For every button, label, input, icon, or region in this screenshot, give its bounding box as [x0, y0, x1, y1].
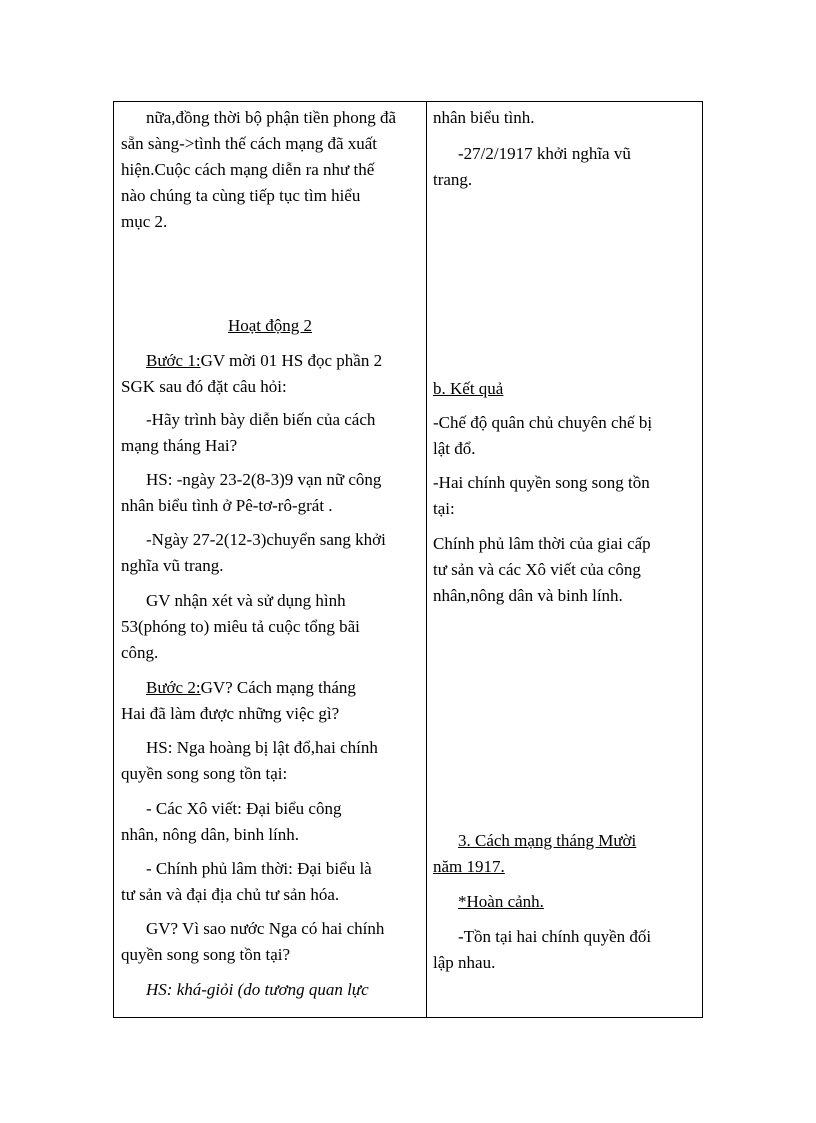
result-item1: -Chế độ quân chủ chuyên chế bị lật đổ. [433, 413, 653, 458]
right-line1: nhân biểu tình. [433, 108, 535, 127]
column-divider [426, 101, 427, 1018]
student-answer4: HS: khá-giỏi (do tương quan lực [146, 980, 369, 999]
context-item1: -Tồn tại hai chính quyền đối lập nhau. [433, 927, 652, 972]
teacher-comment1: GV nhận xét và sử dụng hình 53(phóng to) miêu tả cuộc tổng bãi công. [121, 591, 360, 662]
teacher-question2: GV? Vì sao nước Nga có hai chính quyền song song tồn tại? [121, 919, 385, 964]
result-item3: Chính phủ lâm thời của giai cấp tư sản và các Xô viết của công nhân,nông dân và binh lính. [433, 534, 651, 605]
student-answer3: HS: Nga hoàng bị lật đổ,hai chính quyền song song tồn tại: [121, 738, 378, 783]
bullet-soviets: - Các Xô viết: Đại biểu công nhân, nông dân, binh lính. [121, 799, 342, 844]
step1-label: Bước 1: [146, 351, 201, 370]
student-answer1: HS: -ngày 23-2(8-3)9 vạn nữ công nhân biểu tình ở Pê-tơ-rô-grát . [121, 470, 382, 515]
intro-paragraph: nữa,đồng thời bộ phận tiền phong đã sẵn sàng->tình thế cách mạng đã xuất hiện.Cuộc cách mạng diễn ra như thế nào chúng ta cùng tiếp tục tìm hiểu mục 2. [121, 108, 397, 231]
activity-title: Hoạt động 2 [227, 316, 313, 335]
section3-title: 3. Cách mạng tháng Mười năm 1917. [433, 831, 637, 876]
step2-paragraph: Bước 2:GV? Cách mạng tháng Hai đã làm được những việc gì? [121, 678, 356, 723]
student-answer2: -Ngày 27-2(12-3)chuyển sang khởi nghĩa vũ trang. [121, 530, 386, 575]
step1-paragraph: Bước 1:GV mời 01 HS đọc phần 2 SGK sau đó đặt câu hỏi: [121, 351, 383, 396]
bullet-provisional-government: - Chính phủ lâm thời: Đại biểu là tư sản và đại địa chủ tư sản hóa. [121, 859, 372, 904]
step2-label: Bước 2: [146, 678, 201, 697]
context-title: *Hoàn cảnh. [458, 892, 544, 911]
result-title: b. Kết quả [433, 379, 504, 398]
question1: -Hãy trình bày diễn biến của cách mạng tháng Hai? [121, 410, 376, 455]
result-item2: -Hai chính quyền song song tồn tại: [433, 473, 650, 518]
uprising-date: -27/2/1917 khởi nghĩa vũ trang. [433, 144, 631, 189]
